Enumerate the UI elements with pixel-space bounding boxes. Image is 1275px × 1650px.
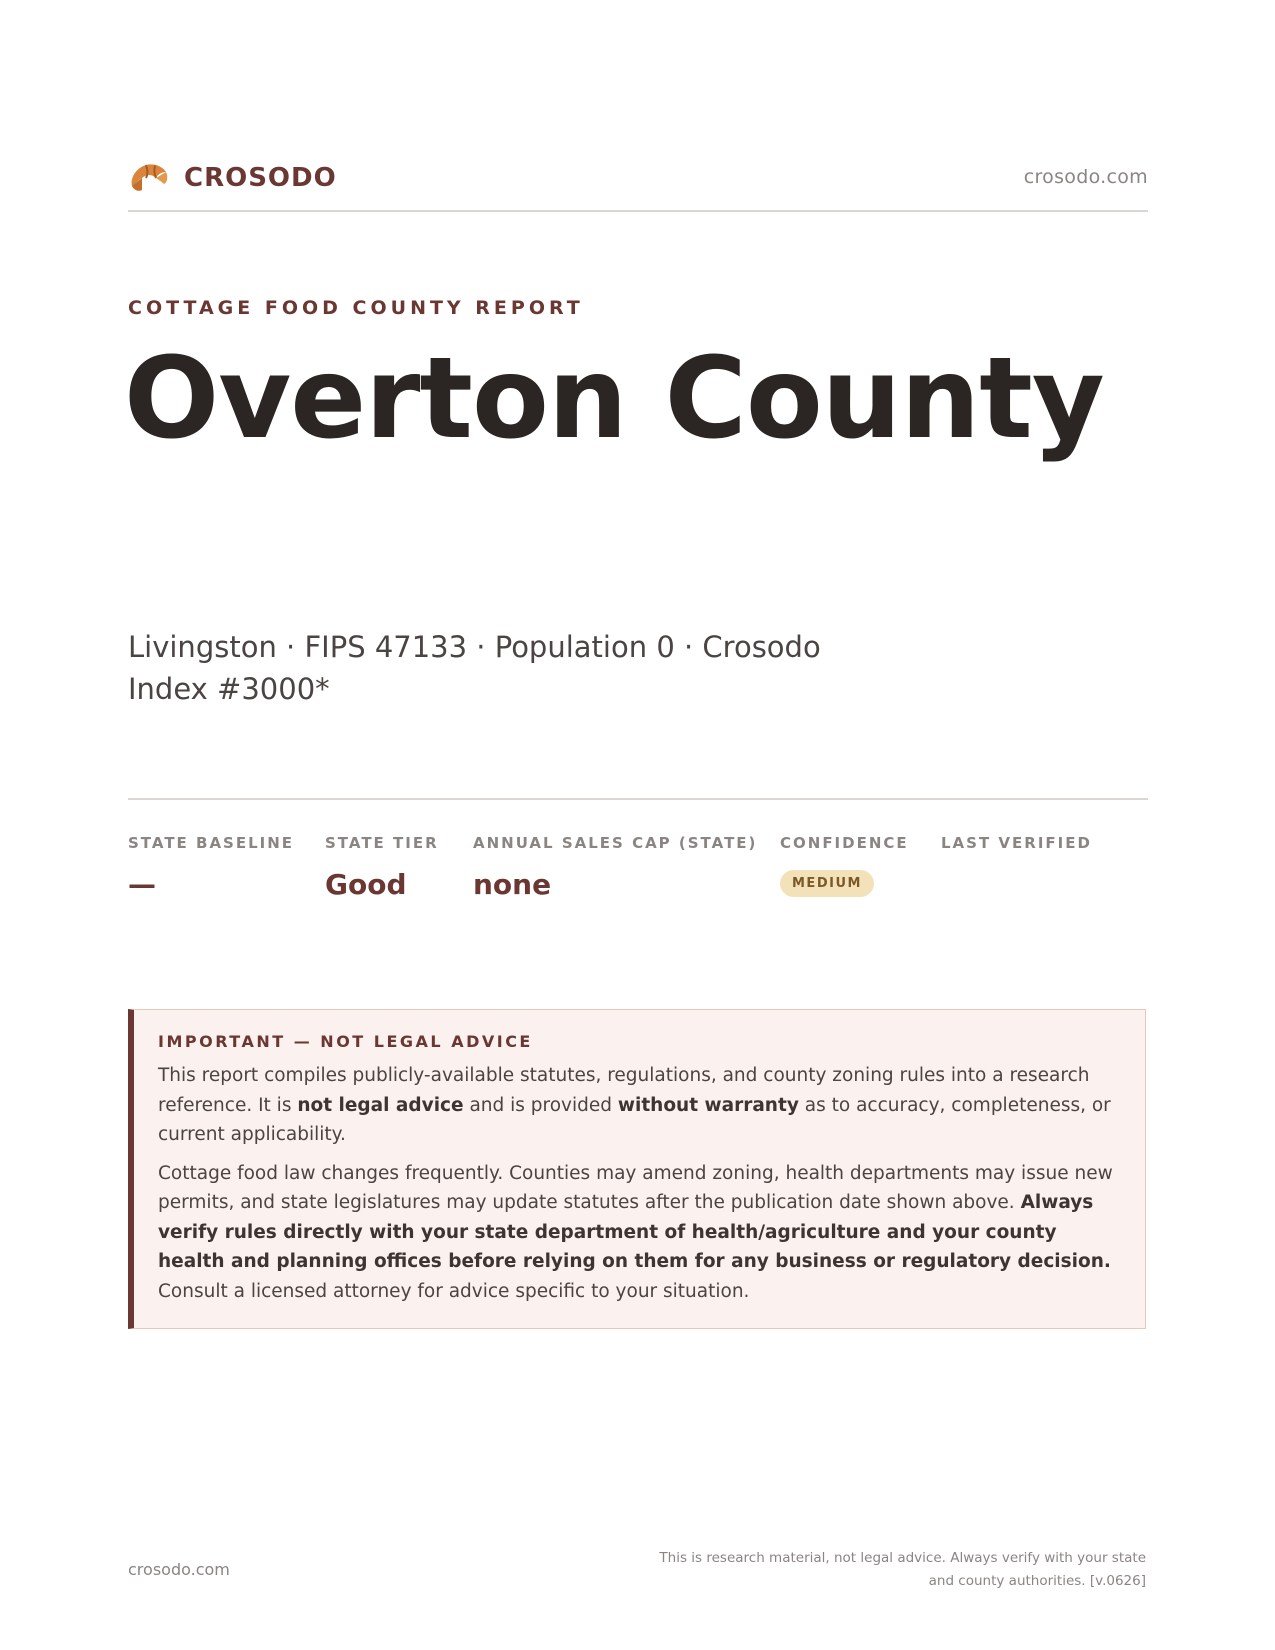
stat-label: STATE TIER [325,834,439,852]
footer-url-link[interactable]: crosodo.com [128,1560,230,1579]
croissant-icon [128,160,170,196]
stat-value: none [473,868,552,901]
legal-notice [128,1009,1146,1329]
page-title: Overton County [124,334,1104,464]
page-header [128,156,1148,212]
brand[interactable] [128,160,337,196]
stat-value: — [128,868,156,901]
stat-confidence [780,834,909,897]
footer-disclaimer: This is research material, not legal advice. Always verify with your state and county authorities. [v.0626] [659,1550,1146,1589]
stats-row [128,798,1148,910]
stat-label: LAST VERIFIED [941,834,1092,852]
stat-label: CONFIDENCE [780,834,909,852]
stat-state-baseline [128,834,294,901]
stat-last-verified [941,834,1092,868]
site-url-link[interactable]: crosodo.com [1023,166,1148,188]
notice-title: IMPORTANT — NOT LEGAL ADVICE [158,1032,533,1051]
report-subtitle: Livingston · FIPS 47133 · Population 0 · Crosodo Index #3000* [128,630,821,706]
brand-name: CROSODO [184,163,337,193]
stat-state-tier [325,834,439,901]
confidence-badge: MEDIUM [780,870,874,897]
stat-annual-sales-cap [473,834,757,901]
notice-paragraph-2: Cottage food law changes frequently. Counties may amend zoning, health departments may issue new permits, and state legislatures may update statutes after the publication date shown above. Always verify rules directly with your state department of health/agriculture and your county health and planning offices before relying on them for any business or regulatory decision. Consult a licensed attorney for advice specific to your situation. [158,1162,1113,1302]
stat-label: ANNUAL SALES CAP (STATE) [473,834,758,852]
stat-label: STATE BASELINE [128,834,295,852]
report-eyebrow: COTTAGE FOOD COUNTY REPORT [128,297,584,319]
stat-value: Good [325,868,407,901]
notice-paragraph-1: This report compiles publicly-available statutes, regulations, and county zoning rules into a research reference. It is not legal advice and is provided without warranty as to accuracy, completeness, or current applicability. [158,1065,1111,1145]
